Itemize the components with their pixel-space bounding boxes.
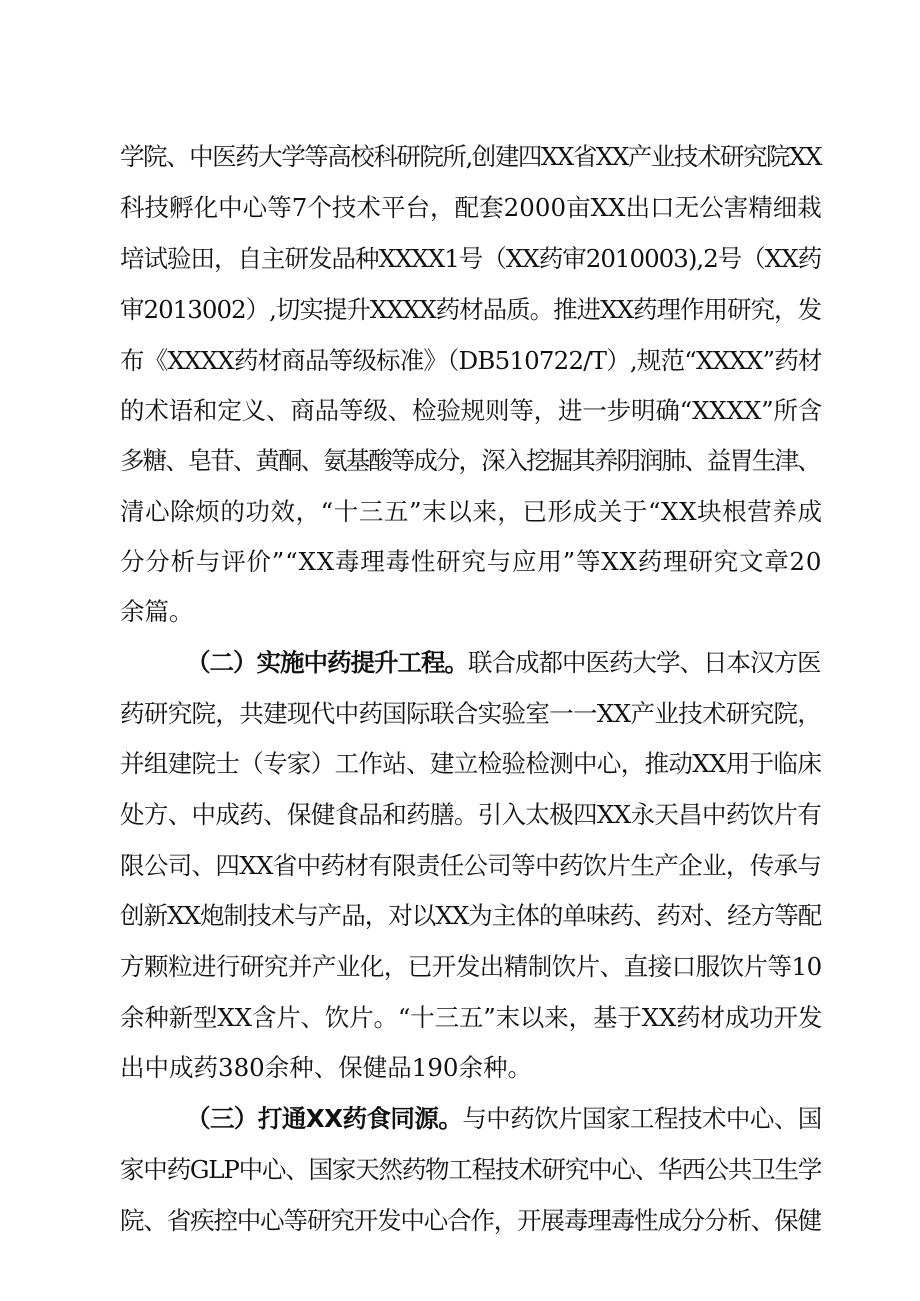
- body-text: 出中成药380余种、保健品190余种。: [120, 1053, 533, 1082]
- body-text: 布《XXXX药材商品等级标准》（DB510722/T）,规范“XXXX”药材: [120, 346, 822, 375]
- body-text: 清心除烦的功效，“十三五”末以来，已形成关于“XX块根营养成: [120, 497, 823, 526]
- document-line: [120, 592, 194, 632]
- document-line: [186, 643, 821, 683]
- document-line: [120, 896, 821, 936]
- body-text: 联合成都中医药大学、日本汉方医: [468, 648, 821, 677]
- document-line: [120, 1150, 821, 1190]
- document-line: [120, 998, 822, 1038]
- section-heading: （三）打通XX药食同源。: [186, 1104, 463, 1133]
- document-line: [120, 391, 822, 431]
- document-line: [120, 1201, 821, 1241]
- body-text: 院、省疾控中心等研究开发中心合作，开展毒理毒性成分分析、保健: [120, 1206, 821, 1235]
- body-text: 创新XX炮制技术与产品，对以XX为主体的单味药、药对、经方等配: [120, 901, 822, 930]
- body-text: 的术语和定义、商品等级、检验规则等，进一步明确“XXXX”所含: [120, 396, 823, 425]
- body-text: 分分析与评价”“XX毒理毒性研究与应用”等XX药理研究文章20: [120, 547, 823, 576]
- document-line: [120, 188, 822, 228]
- document-line: [120, 441, 820, 481]
- document-line: [120, 137, 821, 177]
- document-line: [120, 846, 821, 886]
- body-text: 科技孵化中心等7个技术平台，配套2000亩XX出口无公害精细栽: [120, 193, 822, 222]
- document-line: [120, 744, 821, 784]
- body-text: 药研究院，共建现代中药国际联合实验室一一XX产业技术研究院，: [120, 699, 822, 728]
- document-line: [120, 947, 822, 987]
- document-line: [120, 341, 822, 381]
- body-text: 并组建院士（专家）工作站、建立检验检测中心，推动XX用于临床: [120, 749, 822, 778]
- body-text: 学院、中医药大学等高校科研院所,创建四XX省XX产业技术研究院XX: [120, 142, 821, 171]
- document-line: [120, 694, 821, 734]
- document-line: [120, 492, 823, 532]
- document-line: [120, 795, 821, 835]
- body-text: 多糖、皂苷、黄酮、氨基酸等成分，深入挖掘其养阴润肺、益胃生津、: [120, 446, 820, 475]
- body-text: 方颗粒进行研究并产业化，已开发出精制饮片、直接口服饮片等10: [120, 952, 822, 981]
- body-text: 余篇。: [120, 597, 194, 626]
- document-line: [120, 1048, 532, 1088]
- body-text: 培试验田，自主研发品种XXXX1号（XX药审2010003),2号（XX药: [120, 244, 822, 273]
- document-line: [186, 1099, 822, 1139]
- document-line: [120, 239, 821, 279]
- document-line: [120, 290, 821, 330]
- document-line: [120, 542, 822, 582]
- body-text: 与中药饮片国家工程技术中心、国: [462, 1104, 822, 1133]
- body-text: 审2013002）,切实提升XXXX药材品质。推进XX药理作用研究，发: [120, 295, 822, 324]
- body-text: 余种新型XX含片、饮片。“十三五”末以来，基于XX药材成功开发: [120, 1003, 823, 1032]
- body-text: 限公司、四XX省中药材有限责任公司等中药饮片生产企业，传承与: [120, 851, 822, 880]
- body-text: 家中药GLP中心、国家天然药物工程技术研究中心、华西公共卫生学: [120, 1155, 822, 1184]
- body-text: 处方、中成药、保健食品和药膳。引入太极四XX永天昌中药饮片有: [120, 800, 822, 829]
- section-heading: （二）实施中药提升工程。: [186, 648, 468, 677]
